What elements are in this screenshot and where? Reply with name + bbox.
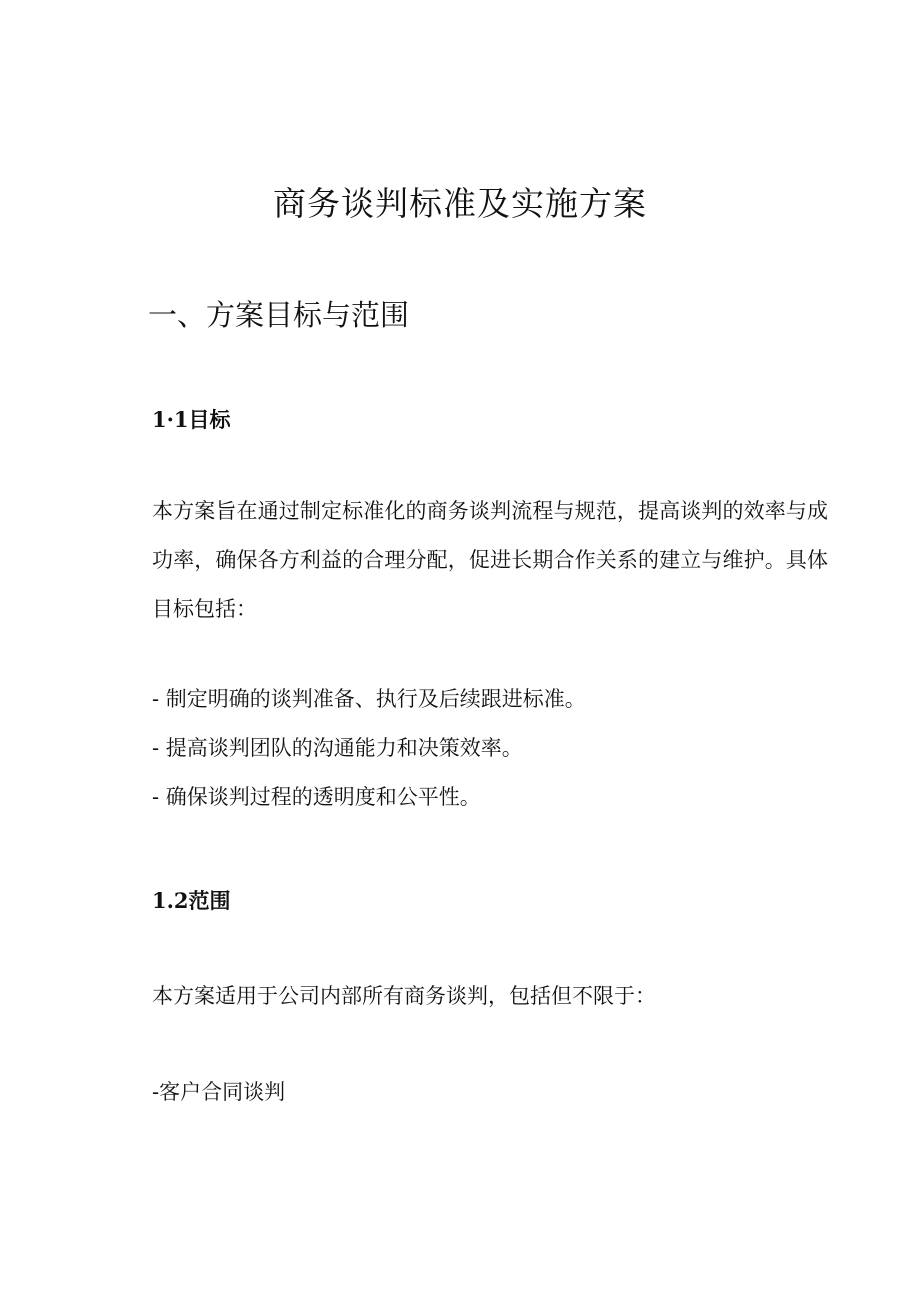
list-item: - 制定明确的谈判准备、执行及后续跟进标准。 [152,687,586,711]
document-title: 商务谈判标准及实施方案 [273,184,647,223]
subsection-heading-goal: 1·1目标 [152,407,231,432]
list-item: - 确保谈判过程的透明度和公平性。 [152,785,481,809]
goal-list [152,675,586,822]
list-item: - 提高谈判团队的沟通能力和决策效率。 [152,736,523,760]
scope-paragraph: 本方案适用于公司内部所有商务谈判，包括但不限于： [152,984,656,1008]
section-heading: 一、方案目标与范围 [148,298,410,332]
goal-paragraph: 本方案旨在通过制定标准化的商务谈判流程与规范，提高谈判的效率与成功率，确保各方利益的合理分配，促进长期合作关系的建立与维护。具体目标包括： [152,499,828,621]
list-item: -客户合同谈判 [152,1080,286,1104]
subsection-heading-scope: 1.2范围 [152,888,231,913]
